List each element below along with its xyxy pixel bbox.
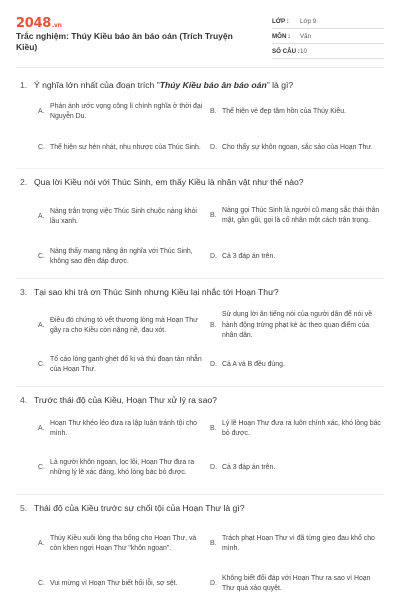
question-number: 4. xyxy=(20,395,28,405)
question-emphasis: Thúy Kiều báo ân báo oán xyxy=(159,80,267,90)
option-b[interactable]: B. Trách phạt Hoạn Thư vì đã từng gieo đau khổ cho mình. xyxy=(210,534,375,552)
question-text: Trước thái độ của Kiều, Hoạn Thư xử lý ra sao? xyxy=(34,395,217,405)
option-a[interactable]: A. Phản ánh ước vọng công lí chính nghĩa ở thời đại Nguyễn Du. xyxy=(38,102,203,120)
option-b[interactable]: B. Thể hiện vẻ đẹp tâm hồn của Thúy Kiều. xyxy=(210,107,346,115)
meta-value: Lớp 9 xyxy=(300,17,317,25)
question-5 xyxy=(20,503,384,514)
document-header xyxy=(16,14,384,60)
option-d[interactable]: D. Không biết đối đáp với Hoạn Thư ra sao vì Hoạn Thư quá xảo quyệt. xyxy=(210,574,371,592)
option-c[interactable]: C. Vui mừng vì Hoạn Thư biết hối lỗi, sợ sệt. xyxy=(38,579,178,587)
logo-suffix: .vn xyxy=(51,22,62,29)
meta-key: LỚP : xyxy=(272,17,289,25)
meta-row-count xyxy=(272,44,384,59)
question-text: Qua lời Kiều nói với Thúc Sinh, em thấy Kiều là nhân vật như thế nào? xyxy=(34,177,304,187)
question-divider xyxy=(16,168,384,169)
header-divider xyxy=(16,67,384,68)
option-c[interactable]: C. Thể hiện sự hèn nhát, nhu nhược của Thúc Sinh. xyxy=(38,143,201,151)
question-text: Ý nghĩa lớn nhất của đoạn trích "Thúy Kiều báo ân báo oán" là gì? xyxy=(34,80,294,90)
option-d[interactable]: D. Cả 3 đáp án trên. xyxy=(210,252,276,260)
meta-row-subject xyxy=(272,29,384,44)
meta-table xyxy=(272,14,384,59)
option-d[interactable]: D. Cả A và B đều đúng. xyxy=(210,360,285,368)
question-3 xyxy=(20,287,384,298)
question-number: 1. xyxy=(20,80,28,90)
option-d[interactable]: D. Cho thấy sự khôn ngoan, sắc sảo của Hoạn Thư. xyxy=(210,143,373,151)
question-divider xyxy=(16,278,384,279)
option-a[interactable]: A. Hoạn Thư khéo léo đưa ra lập luận tránh tội cho mình. xyxy=(38,419,198,437)
option-a[interactable]: A. Thúy Kiều xuôi lòng tha bổng cho Hoạn Thư, và còn khen ngợi Hoạn Thư "khôn ngoan". xyxy=(38,534,197,552)
option-b[interactable]: B. Nàng gọi Thúc Sinh là người cũ mang sắc thái thân mật, gần gũi, gọi là cố nhân một cách trân trọng. xyxy=(210,206,380,224)
question-number: 2. xyxy=(20,177,28,187)
meta-key: MÔN : xyxy=(272,32,291,40)
option-c[interactable]: C. Là người khôn ngoan, lọc lõi, Hoạn Thư đưa ra những lý lẽ xác đáng, khó lòng bác bỏ được. xyxy=(38,458,195,476)
question-text: Tại sao khi trả ơn Thúc Sinh nhưng Kiều lại nhắc tới Hoạn Thư? xyxy=(34,287,279,297)
option-b[interactable]: B. Sử dụng lời ăn tiếng nói của người dân để nói về hành động trừng phạt kẻ ác theo quan điểm của nhân dân. xyxy=(210,311,373,340)
document-title: Trắc nghiệm: Thúy Kiều báo ân báo oán (Trích Truyện Kiều) xyxy=(16,31,233,52)
question-divider xyxy=(16,494,384,495)
question-1 xyxy=(20,80,384,91)
option-c[interactable]: C. Tố cáo lòng ganh ghét đố kị và thủ đoạn tàn nhẫn của Hoạn Thư. xyxy=(38,355,202,373)
option-a[interactable]: A. Điều đó chứng tỏ vết thương lòng mà Hoạn Thư gây ra cho Kiều còn nặng nề, đau xót. xyxy=(38,316,198,334)
site-logo[interactable] xyxy=(16,16,62,31)
meta-value: Văn xyxy=(300,32,312,40)
question-text: Thái độ của Kiều trước sự chối tội của Hoạn Thư là gì? xyxy=(34,503,245,513)
option-b[interactable]: B. Lý lẽ Hoạn Thư đưa ra luôn chính xác, khó lòng bác bỏ được. xyxy=(210,419,381,437)
question-2 xyxy=(20,177,384,188)
question-number: 3. xyxy=(20,287,28,297)
option-d[interactable]: D. Cả 3 đáp án trên. xyxy=(210,463,276,471)
question-4 xyxy=(20,395,384,406)
logo-text: 2048 xyxy=(16,16,51,31)
question-divider xyxy=(16,386,384,387)
meta-key: SỐ CÂU : xyxy=(272,47,300,55)
question-number: 5. xyxy=(20,503,28,513)
meta-value: 10 xyxy=(300,47,307,55)
option-a[interactable]: A. Nàng trân trọng việc Thúc Sinh chuộc nàng khỏi lầu xanh. xyxy=(38,207,197,225)
meta-row-class xyxy=(272,14,384,29)
option-c[interactable]: C. Nàng thấy mang nặng ân nghĩa với Thúc Sinh, không sao đền đáp được. xyxy=(38,247,193,265)
